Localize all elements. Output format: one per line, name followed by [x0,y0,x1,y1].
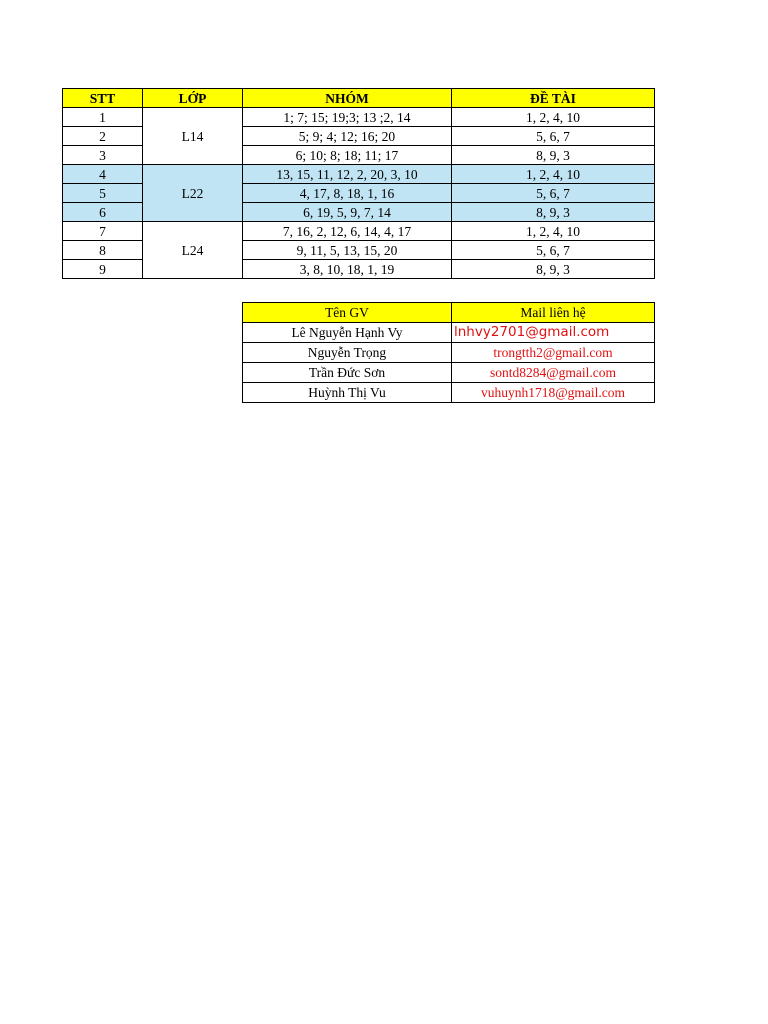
teacher-email-link[interactable]: sontd8284@gmail.com [452,363,655,383]
class-cell-l24: L24 [143,222,243,279]
teacher-name: Trần Đức Sơn [243,363,452,383]
teacher-name: Nguyễn Trọng [243,343,452,363]
topic-cell: 8, 9, 3 [452,260,655,279]
group-cell: 9, 11, 5, 13, 15, 20 [243,241,452,260]
header-lop: LỚP [143,89,243,108]
teacher-row [243,383,655,403]
teacher-email-link[interactable]: vuhuynh1718@gmail.com [452,383,655,403]
header-stt: STT [63,89,143,108]
teacher-email-link[interactable]: trongtth2@gmail.com [452,343,655,363]
header-teacher-name: Tên GV [243,303,452,323]
topic-cell: 1, 2, 4, 10 [452,108,655,127]
group-cell: 1; 7; 15; 19;3; 13 ;2, 14 [243,108,452,127]
stt-cell: 5 [63,184,143,203]
group-cell: 3, 8, 10, 18, 1, 19 [243,260,452,279]
class-cell-l14: L14 [143,108,243,165]
teacher-row [243,323,655,343]
table-row [63,108,655,127]
group-cell: 6; 10; 8; 18; 11; 17 [243,146,452,165]
table-row [63,222,655,241]
stt-cell: 9 [63,260,143,279]
stt-cell: 8 [63,241,143,260]
assignment-table [62,88,655,279]
group-cell: 4, 17, 8, 18, 1, 16 [243,184,452,203]
table-row [63,165,655,184]
topic-cell: 1, 2, 4, 10 [452,222,655,241]
teacher-contact-table [242,302,655,403]
topic-cell: 5, 6, 7 [452,184,655,203]
teacher-header-row [243,303,655,323]
teacher-email-link[interactable]: lnhvy2701@gmail.com [452,323,655,343]
teacher-row [243,363,655,383]
group-cell: 13, 15, 11, 12, 2, 20, 3, 10 [243,165,452,184]
stt-cell: 2 [63,127,143,146]
topic-cell: 5, 6, 7 [452,127,655,146]
stt-cell: 6 [63,203,143,222]
header-de-tai: ĐỀ TÀI [452,89,655,108]
topic-cell: 8, 9, 3 [452,203,655,222]
stt-cell: 7 [63,222,143,241]
group-cell: 5; 9; 4; 12; 16; 20 [243,127,452,146]
group-cell: 6, 19, 5, 9, 7, 14 [243,203,452,222]
stt-cell: 3 [63,146,143,165]
header-nhom: NHÓM [243,89,452,108]
group-cell: 7, 16, 2, 12, 6, 14, 4, 17 [243,222,452,241]
topic-cell: 1, 2, 4, 10 [452,165,655,184]
stt-cell: 4 [63,165,143,184]
topic-cell: 5, 6, 7 [452,241,655,260]
header-contact-mail: Mail liên hệ [452,303,655,323]
topic-cell: 8, 9, 3 [452,146,655,165]
teacher-row [243,343,655,363]
teacher-name: Huỳnh Thị Vu [243,383,452,403]
teacher-name: Lê Nguyễn Hạnh Vy [243,323,452,343]
assignment-header-row [63,89,655,108]
stt-cell: 1 [63,108,143,127]
class-cell-l22: L22 [143,165,243,222]
